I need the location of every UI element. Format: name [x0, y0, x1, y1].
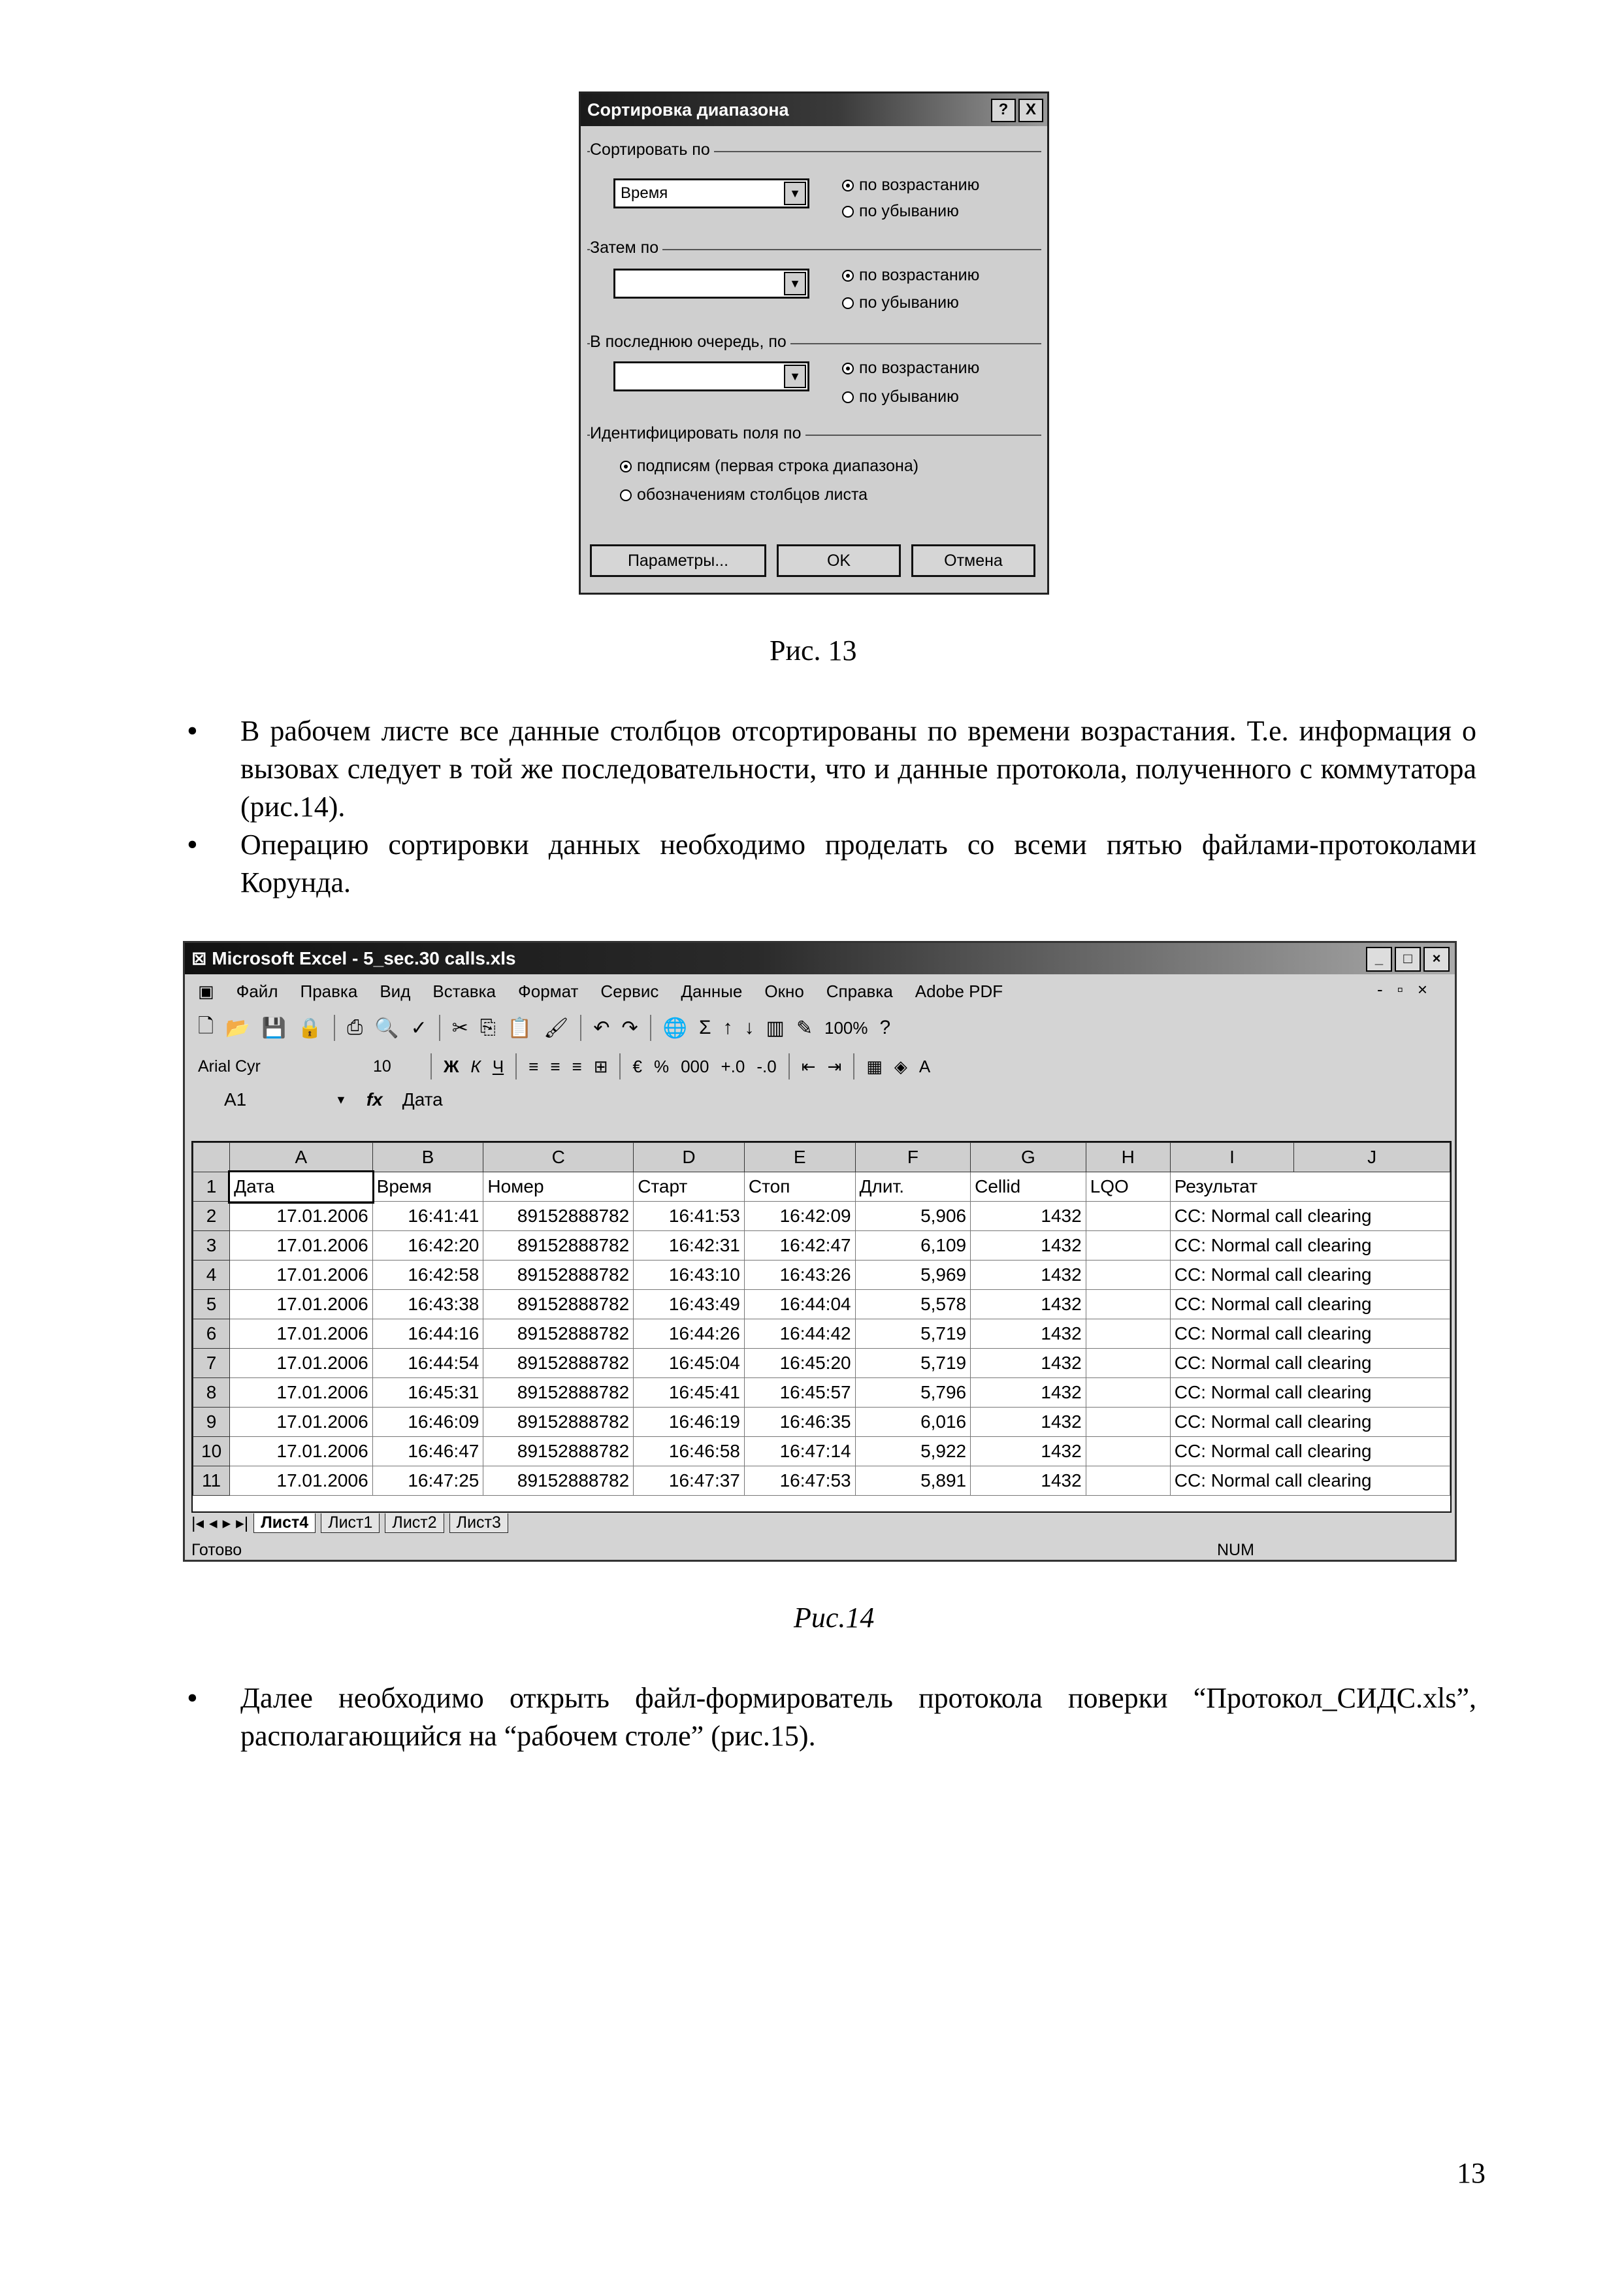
sort-asc-icon[interactable]: ↑	[723, 1017, 733, 1038]
cell[interactable]: 16:47:53	[744, 1466, 855, 1496]
cell[interactable]: 89152888782	[483, 1261, 634, 1290]
cell[interactable]: 16:43:49	[634, 1290, 745, 1319]
toolbar-separator	[788, 1053, 790, 1080]
undo-icon[interactable]: ↶	[593, 1017, 610, 1039]
cell[interactable]: 17.01.2006	[230, 1261, 372, 1290]
cell[interactable]: 16:45:31	[372, 1378, 483, 1408]
increase-decimal-icon[interactable]: +.0	[721, 1056, 745, 1076]
params-button[interactable]: Параметры...	[590, 544, 766, 577]
col-header[interactable]: I	[1170, 1143, 1294, 1172]
sort-by-value: Время	[621, 184, 668, 202]
row-header[interactable]: 5	[193, 1290, 230, 1319]
cell[interactable]: 1432	[971, 1408, 1086, 1437]
row-header[interactable]: 7	[193, 1349, 230, 1378]
table-row	[193, 1408, 1450, 1437]
permission-icon[interactable]: 🔒	[297, 1017, 323, 1039]
cell[interactable]: 1432	[971, 1319, 1086, 1349]
standard-toolbar	[185, 1008, 1455, 1047]
chart-icon[interactable]: ▥	[766, 1017, 785, 1039]
formula-bar	[185, 1085, 1455, 1114]
font-size-select[interactable]: 10	[373, 1057, 391, 1076]
then-by-select[interactable]	[613, 269, 809, 299]
redo-icon[interactable]: ↷	[621, 1017, 638, 1039]
cell[interactable]: CC: Normal call clearing	[1170, 1261, 1450, 1290]
font-name-select[interactable]: Arial Cyr	[198, 1057, 261, 1076]
menu-format[interactable]: Формат	[518, 981, 579, 1001]
worksheet	[191, 1141, 1452, 1513]
col-header[interactable]: B	[372, 1143, 483, 1172]
cell[interactable]: 1432	[971, 1202, 1086, 1231]
cell[interactable]: 16:44:16	[372, 1319, 483, 1349]
cell[interactable]: 16:41:41	[372, 1202, 483, 1231]
cell[interactable]: CC: Normal call clearing	[1170, 1466, 1450, 1496]
cell[interactable]: 17.01.2006	[230, 1408, 372, 1437]
toolbar-separator	[430, 1053, 432, 1080]
cell[interactable]: 17.01.2006	[230, 1437, 372, 1466]
cell[interactable]: CC: Normal call clearing	[1170, 1319, 1450, 1349]
cell[interactable]: 17.01.2006	[230, 1290, 372, 1319]
table-row	[193, 1202, 1450, 1231]
identify-labels-radio[interactable]: подписям (первая строка диапазона)	[620, 457, 918, 476]
merge-icon[interactable]: ⊞	[593, 1056, 608, 1076]
cell[interactable]: 89152888782	[483, 1290, 634, 1319]
thousands-icon[interactable]: 000	[681, 1056, 709, 1076]
radio-dot	[842, 270, 854, 282]
cell[interactable]: 5,719	[855, 1319, 971, 1349]
cell[interactable]: 5,891	[855, 1466, 971, 1496]
cell[interactable]: 16:44:54	[372, 1349, 483, 1378]
cell[interactable]: 89152888782	[483, 1378, 634, 1408]
cell[interactable]: 16:43:10	[634, 1261, 745, 1290]
cell[interactable]: 16:46:35	[744, 1408, 855, 1437]
fx-icon[interactable]: fx	[366, 1089, 383, 1110]
tab-sheet4[interactable]: Лист4	[253, 1513, 316, 1533]
cell[interactable]: 89152888782	[483, 1231, 634, 1261]
radio-dot	[842, 206, 854, 218]
cell[interactable]	[1086, 1290, 1170, 1319]
help-icon[interactable]: ?	[879, 1017, 891, 1038]
table-row	[193, 1290, 1450, 1319]
data-rows	[193, 1202, 1450, 1496]
hyperlink-icon[interactable]: 🌐	[662, 1017, 687, 1039]
table-row	[193, 1378, 1450, 1408]
preview-icon[interactable]: 🔍	[374, 1017, 399, 1039]
list-item: • Операцию сортировки данных необходимо проделать со всеми пятью файлами-протоколами Корунда.	[183, 826, 1476, 902]
excel-icon: ⊠	[191, 948, 212, 968]
spelling-icon[interactable]: ✓	[410, 1017, 427, 1039]
col-header[interactable]: C	[483, 1143, 634, 1172]
document-controls[interactable]: -▫×	[1376, 980, 1442, 999]
decrease-decimal-icon[interactable]: -.0	[756, 1056, 777, 1076]
then-by-label: Затем по	[590, 239, 662, 257]
cell[interactable]: 16:46:19	[634, 1408, 745, 1437]
save-icon[interactable]: 💾	[261, 1017, 286, 1039]
status-text: Готово	[191, 1541, 242, 1559]
fill-color-icon[interactable]: ◈	[894, 1056, 907, 1076]
cell[interactable]: CC: Normal call clearing	[1170, 1378, 1450, 1408]
dialog-title: Сортировка диапазона	[587, 100, 789, 120]
cell[interactable]: CC: Normal call clearing	[1170, 1408, 1450, 1437]
radio-dot	[842, 180, 854, 191]
cell[interactable]: 16:44:26	[634, 1319, 745, 1349]
cut-icon[interactable]: ✂	[451, 1017, 468, 1039]
bold-icon[interactable]: Ж	[444, 1056, 459, 1076]
menu-window[interactable]: Окно	[764, 981, 804, 1001]
sort-desc-icon[interactable]: ↓	[744, 1017, 755, 1038]
row-header[interactable]: 4	[193, 1261, 230, 1290]
zoom-select[interactable]: 100%	[824, 1017, 868, 1038]
toolbar-separator	[619, 1053, 621, 1080]
last-by-select[interactable]	[613, 361, 809, 391]
cell[interactable]: 6,109	[855, 1231, 971, 1261]
cell[interactable]: 5,719	[855, 1349, 971, 1378]
table-row	[193, 1349, 1450, 1378]
help-button[interactable]: ?	[991, 99, 1016, 122]
tab-sheet3[interactable]: Лист3	[449, 1513, 508, 1533]
cell[interactable]: 1432	[971, 1261, 1086, 1290]
name-box[interactable]: A1	[224, 1089, 247, 1110]
spreadsheet-grid	[193, 1142, 1450, 1496]
name-box-dropdown-icon[interactable]: ▼	[335, 1093, 347, 1106]
drawing-icon[interactable]: ✎	[796, 1017, 813, 1039]
cell[interactable]	[1086, 1437, 1170, 1466]
menu-tools[interactable]: Сервис	[600, 981, 659, 1001]
cell[interactable]: Номер	[483, 1172, 634, 1202]
cell[interactable]: 16:42:47	[744, 1231, 855, 1261]
column-header-row	[193, 1143, 1450, 1172]
paste-icon[interactable]: 📋	[507, 1017, 532, 1039]
cell[interactable]: 16:41:53	[634, 1202, 745, 1231]
ok-button[interactable]: OK	[777, 544, 901, 577]
row-header[interactable]: 2	[193, 1202, 230, 1231]
tab-scroll-prev-icon[interactable]: ◂	[209, 1514, 218, 1532]
table-row	[193, 1437, 1450, 1466]
cell[interactable]: Старт	[634, 1172, 745, 1202]
menu-data[interactable]: Данные	[681, 981, 743, 1001]
toolbar-separator	[439, 1015, 440, 1041]
menu-edit[interactable]: Правка	[300, 981, 358, 1001]
doc-icon[interactable]: ▣	[198, 981, 214, 1001]
format-painter-icon[interactable]: 🖌	[544, 1017, 569, 1039]
cell[interactable]: 16:45:20	[744, 1349, 855, 1378]
tab-scroll-last-icon[interactable]: ▸|	[236, 1514, 249, 1532]
cell[interactable]: 1432	[971, 1466, 1086, 1496]
then-by-asc-radio[interactable]: по возрастанию	[842, 266, 979, 285]
cell[interactable]: 89152888782	[483, 1437, 634, 1466]
cell[interactable]: Длит.	[855, 1172, 971, 1202]
cancel-button[interactable]: Отмена	[911, 544, 1035, 577]
menu-view[interactable]: Вид	[380, 981, 411, 1001]
last-by-label: В последнюю очередь, по	[590, 333, 790, 352]
col-header[interactable]: D	[634, 1143, 745, 1172]
align-left-icon[interactable]: ≡	[528, 1056, 539, 1076]
chevron-down-icon[interactable]: ▼	[784, 272, 806, 295]
tab-scroll-next-icon[interactable]: ▸	[222, 1514, 231, 1532]
cell[interactable]: 89152888782	[483, 1466, 634, 1496]
cell[interactable]: 16:46:09	[372, 1408, 483, 1437]
cell[interactable]: 6,016	[855, 1408, 971, 1437]
col-header[interactable]: H	[1086, 1143, 1170, 1172]
borders-icon[interactable]: ▦	[866, 1056, 883, 1076]
col-header[interactable]: A	[230, 1143, 372, 1172]
menu-file[interactable]: Файл	[236, 981, 278, 1001]
formatting-toolbar	[185, 1047, 1455, 1085]
cell[interactable]: 16:46:58	[634, 1437, 745, 1466]
cell[interactable]: 5,796	[855, 1378, 971, 1408]
col-header[interactable]: E	[744, 1143, 855, 1172]
copy-icon[interactable]: ⎘	[479, 1017, 496, 1038]
toolbar-separator	[650, 1015, 651, 1041]
cell[interactable]	[1086, 1261, 1170, 1290]
radio-dot	[620, 489, 632, 501]
toolbar-separator	[334, 1015, 335, 1041]
cell[interactable]: 17.01.2006	[230, 1202, 372, 1231]
cell[interactable]	[1086, 1378, 1170, 1408]
chevron-down-icon[interactable]: ▼	[784, 365, 806, 388]
cell[interactable]: 16:47:37	[634, 1466, 745, 1496]
dialog-titlebar	[581, 93, 1047, 126]
last-by-asc-radio[interactable]: по возрастанию	[842, 359, 979, 378]
cell[interactable]: 1432	[971, 1231, 1086, 1261]
cell[interactable]: 16:44:42	[744, 1319, 855, 1349]
cell[interactable]: Дата	[230, 1172, 372, 1202]
menu-insert[interactable]: Вставка	[432, 981, 496, 1001]
cell[interactable]	[1086, 1231, 1170, 1261]
cell[interactable]: CC: Normal call clearing	[1170, 1349, 1450, 1378]
cell[interactable]: 1432	[971, 1290, 1086, 1319]
row-header[interactable]: 1	[193, 1172, 230, 1202]
list-item: • Далее необходимо открыть файл-формирователь протокола поверки “Протокол_СИДС.xls”, располагающийся на “рабочем столе” (рис.15).	[183, 1679, 1476, 1755]
figure-caption-14: Рис.14	[794, 1602, 875, 1634]
row-header[interactable]: 3	[193, 1231, 230, 1261]
excel-titlebar	[185, 943, 1455, 974]
cell[interactable]: 16:45:41	[634, 1378, 745, 1408]
cell[interactable]: 16:47:14	[744, 1437, 855, 1466]
radio-dot	[620, 461, 632, 472]
cell[interactable]: 16:42:09	[744, 1202, 855, 1231]
cell[interactable]: 17.01.2006	[230, 1466, 372, 1496]
tab-scroll-first-icon[interactable]: |◂	[191, 1514, 204, 1532]
row-header[interactable]: 8	[193, 1378, 230, 1408]
toolbar-separator	[580, 1015, 581, 1041]
cell[interactable]: Результат	[1170, 1172, 1450, 1202]
italic-icon[interactable]: К	[470, 1056, 481, 1076]
cell[interactable]: 16:43:26	[744, 1261, 855, 1290]
cell[interactable]: 89152888782	[483, 1349, 634, 1378]
cell[interactable]: 89152888782	[483, 1319, 634, 1349]
cell[interactable]	[1086, 1319, 1170, 1349]
close-button[interactable]: X	[1018, 99, 1043, 122]
cell[interactable]: CC: Normal call clearing	[1170, 1231, 1450, 1261]
cell[interactable]: 16:43:38	[372, 1290, 483, 1319]
indent-icon[interactable]: ⇥	[827, 1056, 842, 1076]
cell[interactable]	[1086, 1349, 1170, 1378]
col-header[interactable]: J	[1294, 1143, 1450, 1172]
new-icon[interactable]: 🗋	[198, 1015, 214, 1037]
cell[interactable]: 5,906	[855, 1202, 971, 1231]
toolbar-separator	[853, 1053, 854, 1080]
sort-by-label: Сортировать по	[590, 140, 714, 159]
cell[interactable]: Cellid	[971, 1172, 1086, 1202]
identify-columns-radio[interactable]: обозначениям столбцов листа	[620, 486, 868, 504]
print-icon[interactable]: ⎙	[347, 1017, 363, 1038]
last-by-desc-radio[interactable]: по убыванию	[842, 387, 959, 406]
cell[interactable]: 16:42:20	[372, 1231, 483, 1261]
tab-sheet1[interactable]: Лист1	[321, 1513, 380, 1533]
then-by-desc-radio[interactable]: по убыванию	[842, 293, 959, 312]
table-row	[193, 1466, 1450, 1496]
maximize-icon[interactable]: □	[1395, 947, 1421, 972]
close-icon[interactable]: ×	[1423, 947, 1450, 972]
menu-help[interactable]: Справка	[826, 981, 893, 1001]
outdent-icon[interactable]: ⇤	[801, 1056, 816, 1076]
radio-dot	[842, 363, 854, 374]
cell[interactable]	[1086, 1408, 1170, 1437]
select-all-corner[interactable]	[193, 1143, 230, 1172]
currency-icon[interactable]: €	[632, 1056, 642, 1076]
cell[interactable]: 16:46:47	[372, 1437, 483, 1466]
cell[interactable]: 16:47:25	[372, 1466, 483, 1496]
sort-by-select[interactable]	[613, 178, 809, 208]
sort-by-asc-radio[interactable]: по возрастанию	[842, 176, 979, 195]
cell[interactable]: 17.01.2006	[230, 1349, 372, 1378]
percent-icon[interactable]: %	[653, 1056, 670, 1076]
bullet-list-bottom	[183, 1679, 1476, 1755]
cell[interactable]: CC: Normal call clearing	[1170, 1202, 1450, 1231]
radio-dot	[842, 297, 854, 309]
cell[interactable]: 1432	[971, 1437, 1086, 1466]
sort-dialog	[579, 91, 1049, 595]
cell[interactable]	[1086, 1466, 1170, 1496]
cell[interactable]: 16:42:31	[634, 1231, 745, 1261]
identify-label: Идентифицировать поля по	[590, 424, 805, 443]
font-color-icon[interactable]: A	[918, 1056, 931, 1076]
align-center-icon[interactable]: ≡	[550, 1056, 560, 1076]
cell[interactable]: 16:45:57	[744, 1378, 855, 1408]
cell[interactable]: Время	[372, 1172, 483, 1202]
cell[interactable]: 5,922	[855, 1437, 971, 1466]
num-lock-indicator: NUM	[1217, 1541, 1254, 1559]
cell[interactable]: 5,969	[855, 1261, 971, 1290]
menu-bar	[185, 974, 1455, 1008]
cell[interactable]: 17.01.2006	[230, 1231, 372, 1261]
table-row	[193, 1231, 1450, 1261]
toolbar-separator	[515, 1053, 517, 1080]
tab-sheet2[interactable]: Лист2	[385, 1513, 444, 1533]
cell[interactable]: 89152888782	[483, 1202, 634, 1231]
underline-icon[interactable]: Ч	[492, 1056, 504, 1076]
cell[interactable]: 17.01.2006	[230, 1319, 372, 1349]
cell[interactable]: Стоп	[744, 1172, 855, 1202]
cell[interactable]: 16:45:04	[634, 1349, 745, 1378]
minimize-icon[interactable]: _	[1366, 947, 1392, 972]
cell[interactable]: 89152888782	[483, 1408, 634, 1437]
bullet-list-top	[183, 712, 1476, 902]
cell[interactable]	[1086, 1202, 1170, 1231]
cell[interactable]: 5,578	[855, 1290, 971, 1319]
sheet-tab-bar	[191, 1511, 508, 1535]
row-header[interactable]: 6	[193, 1319, 230, 1349]
table-row	[193, 1319, 1450, 1349]
sort-by-desc-radio[interactable]: по убыванию	[842, 202, 959, 221]
cell[interactable]: CC: Normal call clearing	[1170, 1437, 1450, 1466]
chevron-down-icon[interactable]: ▼	[784, 182, 806, 205]
row-header[interactable]: 11	[193, 1466, 230, 1496]
align-right-icon[interactable]: ≡	[572, 1056, 582, 1076]
row-header[interactable]: 10	[193, 1437, 230, 1466]
row-header[interactable]: 9	[193, 1408, 230, 1437]
cell[interactable]: 16:44:04	[744, 1290, 855, 1319]
cell[interactable]: 1432	[971, 1349, 1086, 1378]
autosum-icon[interactable]: Σ	[698, 1017, 711, 1038]
col-header[interactable]: F	[855, 1143, 971, 1172]
formula-input[interactable]: Дата	[402, 1089, 443, 1110]
cell[interactable]: CC: Normal call clearing	[1170, 1290, 1450, 1319]
window-title: Microsoft Excel - 5_sec.30 calls.xls	[212, 948, 516, 968]
open-icon[interactable]: 📂	[225, 1017, 250, 1039]
table-row	[193, 1172, 1450, 1202]
list-item: • В рабочем листе все данные столбцов отсортированы по времени возрастания. Т.е. информация о вызовах следует в той же последовательности, что и данные протокола, полученного с коммутатора (рис.14).	[183, 712, 1476, 826]
excel-window	[183, 941, 1457, 1562]
cell[interactable]: 1432	[971, 1378, 1086, 1408]
menu-adobe-pdf[interactable]: Adobe PDF	[915, 981, 1003, 1001]
cell[interactable]: 16:42:58	[372, 1261, 483, 1290]
col-header[interactable]: G	[971, 1143, 1086, 1172]
cell[interactable]: 17.01.2006	[230, 1378, 372, 1408]
radio-dot	[842, 391, 854, 403]
figure-caption-13: Рис. 13	[770, 635, 857, 667]
page-number: 13	[1457, 2157, 1486, 2189]
table-row	[193, 1261, 1450, 1290]
cell[interactable]: LQO	[1086, 1172, 1170, 1202]
